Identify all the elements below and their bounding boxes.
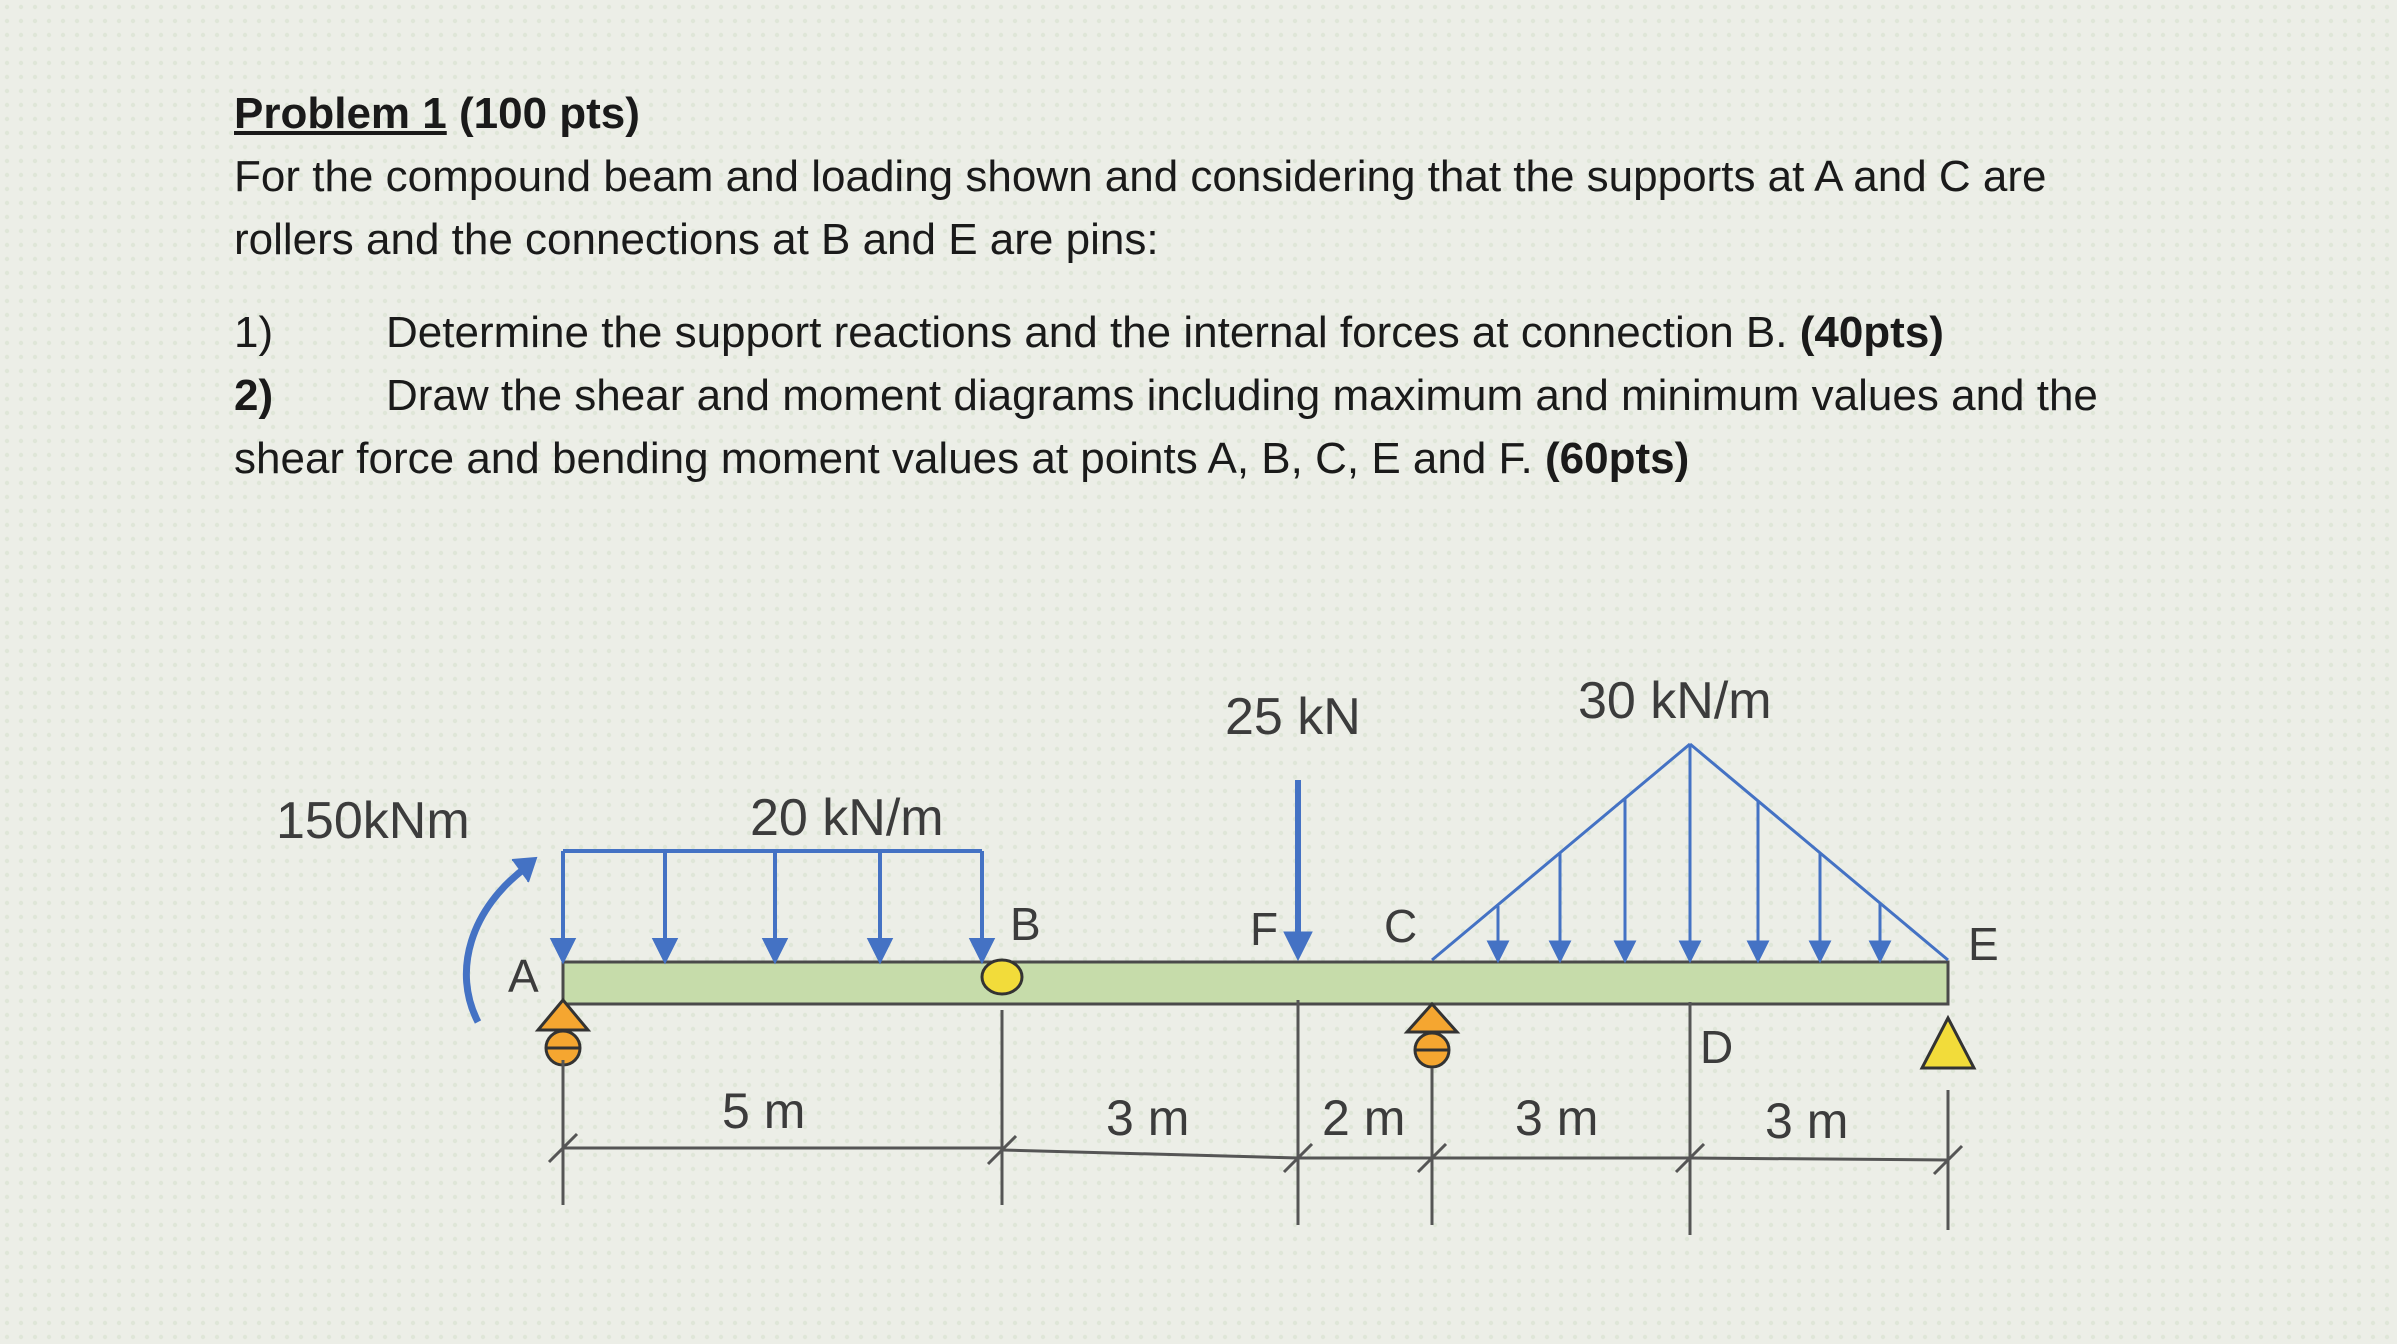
dimension-label-5: 3 m: [1765, 1093, 1849, 1149]
roller-support-c: [1407, 1004, 1457, 1067]
point-load-label: 25 kN: [1225, 688, 1361, 746]
task-2-number: 2): [234, 371, 274, 420]
problem-title-points: (100 pts): [458, 89, 640, 138]
moment-label: 150kNm: [276, 792, 470, 850]
dimension-label-2: 3 m: [1106, 1090, 1190, 1146]
problem-intro: For the compound beam and loading shown and considering that the supports at A and C are rollers and the connections at B and E are pins:: [234, 152, 2047, 264]
point-label-d: D: [1700, 1021, 1734, 1073]
task-2-points: (60pts): [1545, 434, 1690, 483]
task-1-text: Determine the support reactions and the internal forces at connection B.: [386, 308, 1788, 357]
triangular-load: [1432, 744, 1948, 960]
point-label-a: A: [508, 950, 539, 1002]
task-2-text: Draw the shear and moment diagrams including maximum and minimum values and the shear force and bending moment values at points A, B, C, E and F.: [234, 371, 2098, 483]
point-label-b: B: [1010, 898, 1041, 950]
roller-support-a: [538, 1000, 588, 1065]
triangular-load-label: 30 kN/m: [1578, 672, 1772, 730]
problem-title-main: Problem 1: [234, 89, 447, 138]
point-label-c: C: [1384, 900, 1418, 952]
pin-support-e: [1922, 1018, 1974, 1068]
dimension-label-3: 2 m: [1322, 1090, 1406, 1146]
uniform-load: [553, 851, 992, 960]
point-label-f: F: [1250, 903, 1279, 955]
point-label-e: E: [1968, 918, 1999, 970]
uniform-load-label: 20 kN/m: [750, 789, 944, 847]
task-1-points: (40pts): [1799, 308, 1944, 357]
dimension-label-1: 5 m: [722, 1083, 806, 1139]
point-load-arrow: [1284, 780, 1312, 960]
pin-b: [982, 960, 1022, 994]
task-1-number: 1): [234, 308, 274, 357]
beam: [563, 962, 1948, 1004]
dimension-label-4: 3 m: [1515, 1090, 1599, 1146]
